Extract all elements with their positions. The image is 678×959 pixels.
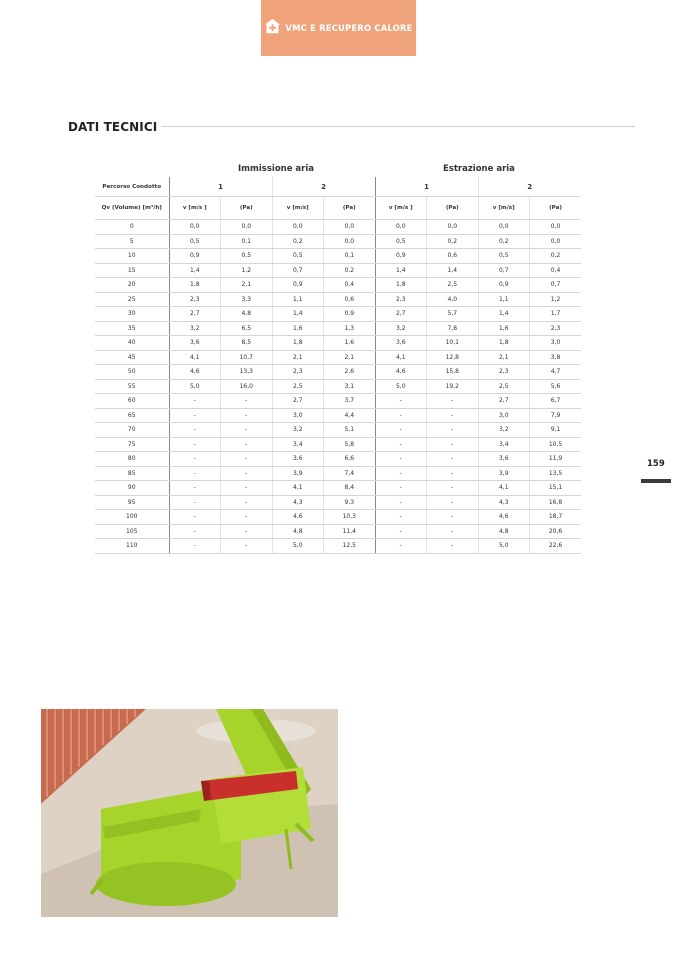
flow-volume-cell: 30 (95, 307, 169, 322)
table-cell: 0,7 (478, 263, 530, 278)
table-cell: - (221, 394, 273, 409)
page-number: 159 (647, 459, 665, 469)
flow-volume-cell: 10 (95, 249, 169, 264)
table-cell: 6,6 (324, 452, 376, 467)
qv-label: Qv (Volume) [m³/h] (95, 197, 169, 220)
table-cell: - (221, 408, 273, 423)
table-cell: 2,5 (427, 278, 479, 293)
table-cell: - (375, 437, 427, 452)
table-cell: - (169, 452, 221, 467)
table-cell: 2,1 (478, 350, 530, 365)
table-cell: - (427, 481, 479, 496)
table-cell: 3,4 (272, 437, 324, 452)
section-header-tab (261, 0, 416, 56)
table-row (95, 452, 581, 467)
table-cell: 4,1 (272, 481, 324, 496)
flow-volume-cell: 80 (95, 452, 169, 467)
table-cell: 4,1 (169, 350, 221, 365)
table-cell: - (375, 408, 427, 423)
table-cell: 3,7 (324, 394, 376, 409)
table-cell: 10,3 (324, 510, 376, 525)
table-cell: 4,6 (375, 365, 427, 380)
table-cell: 4,8 (221, 307, 273, 322)
table-cell: 0,2 (324, 263, 376, 278)
table-row (95, 336, 581, 351)
table-cell: 4,1 (478, 481, 530, 496)
table-cell: 4,6 (478, 510, 530, 525)
table-cell: 1,4 (272, 307, 324, 322)
table-cell: 3,9 (478, 466, 530, 481)
table-cell: 5,6 (530, 379, 582, 394)
flow-volume-cell: 0 (95, 220, 169, 235)
flow-volume-cell: 55 (95, 379, 169, 394)
table-row (95, 495, 581, 510)
table-cell: - (375, 481, 427, 496)
table-cell: 2,5 (272, 379, 324, 394)
flow-volume-cell: 5 (95, 234, 169, 249)
table-cell: 4,1 (375, 350, 427, 365)
table-cell: 11,9 (530, 452, 582, 467)
table-cell: 3,9 (272, 466, 324, 481)
section-header-label: VMC E RECUPERO CALORE (285, 23, 413, 33)
table-cell: 9,1 (530, 423, 582, 438)
table-cell: 2,3 (169, 292, 221, 307)
table-cell: - (169, 408, 221, 423)
table-cell: 0,9 (169, 249, 221, 264)
table-cell: 0,5 (169, 234, 221, 249)
table-cell: 8,4 (324, 481, 376, 496)
table-row (95, 379, 581, 394)
table-cell: 11,4 (324, 524, 376, 539)
table-cell: 0,9 (272, 278, 324, 293)
table-cell: 4,8 (478, 524, 530, 539)
table-cell: 12,8 (427, 350, 479, 365)
table-cell: 0,4 (530, 263, 582, 278)
table-cell: 1,8 (478, 336, 530, 351)
table-cell: - (221, 539, 273, 554)
table-cell: 2,3 (375, 292, 427, 307)
table-cell: 1,4 (169, 263, 221, 278)
table-row (95, 394, 581, 409)
table-cell: 7,9 (530, 408, 582, 423)
table-cell: 4,7 (530, 365, 582, 380)
table-cell: 0,0 (530, 220, 582, 235)
flow-volume-cell: 85 (95, 466, 169, 481)
page-title: DATI TECNICI (68, 120, 158, 134)
column-header: v [m/s] (272, 197, 324, 220)
table-cell: 2,7 (478, 394, 530, 409)
table-cell: 3,6 (375, 336, 427, 351)
duct-photo (41, 709, 338, 917)
table-cell: - (169, 437, 221, 452)
table-cell: 13,5 (530, 466, 582, 481)
table-cell: 0,0 (272, 220, 324, 235)
table-cell: 1,2 (221, 263, 273, 278)
table-row (95, 524, 581, 539)
percorso-number: 1 (169, 177, 272, 197)
estrazione-group-label: Estrazione aria (443, 164, 515, 174)
table-cell: - (375, 452, 427, 467)
table-cell: 0,1 (324, 249, 376, 264)
table-cell: 5,0 (478, 539, 530, 554)
table-cell: 3,2 (478, 423, 530, 438)
table-cell: 3,6 (272, 452, 324, 467)
table-cell: 7,4 (324, 466, 376, 481)
page-number-bar (641, 479, 671, 483)
table-cell: 1,3 (324, 321, 376, 336)
table-row (95, 423, 581, 438)
flow-volume-cell: 20 (95, 278, 169, 293)
table-row (95, 408, 581, 423)
table-cell: 8,5 (221, 336, 273, 351)
table-cell: 0,0 (427, 220, 479, 235)
table-cell: 10,1 (427, 336, 479, 351)
table-cell: 15,1 (530, 481, 582, 496)
table-cell: 1,4 (427, 263, 479, 278)
column-header: v [m/s ] (169, 197, 221, 220)
table-cell: 0,5 (478, 249, 530, 264)
table-cell: 3,2 (169, 321, 221, 336)
table-cell: 4,3 (272, 495, 324, 510)
column-header: (Pa) (427, 197, 479, 220)
table-cell: 7,8 (427, 321, 479, 336)
percorso-number: 2 (272, 177, 375, 197)
technical-data-table (95, 177, 581, 554)
table-cell: 1,1 (478, 292, 530, 307)
table-cell: - (375, 394, 427, 409)
table-cell: - (221, 495, 273, 510)
table-cell: 4,6 (169, 365, 221, 380)
percorso-number: 2 (478, 177, 581, 197)
table-cell: 0,9 (478, 278, 530, 293)
table-cell: - (169, 510, 221, 525)
table-cell: 0,0 (530, 234, 582, 249)
table-cell: 5,0 (169, 379, 221, 394)
table-cell: 2,5 (478, 379, 530, 394)
table-cell: 3,0 (530, 336, 582, 351)
table-cell: 16,8 (530, 495, 582, 510)
flow-volume-cell: 95 (95, 495, 169, 510)
table-cell: - (427, 539, 479, 554)
percorso-row (95, 177, 581, 197)
flow-volume-cell: 100 (95, 510, 169, 525)
table-cell: 1,8 (169, 278, 221, 293)
table-cell: 2,3 (530, 321, 582, 336)
table-cell: 0,4 (324, 278, 376, 293)
table-cell: 20,6 (530, 524, 582, 539)
table-cell: 2,7 (272, 394, 324, 409)
table-cell: 15,8 (427, 365, 479, 380)
flow-volume-cell: 50 (95, 365, 169, 380)
table-cell: 5,7 (427, 307, 479, 322)
table-cell: 18,7 (530, 510, 582, 525)
table-cell: 0,2 (427, 234, 479, 249)
table-cell: 3,6 (169, 336, 221, 351)
table-cell: 1,6 (324, 336, 376, 351)
table-row (95, 249, 581, 264)
table-cell: - (427, 394, 479, 409)
column-header: v [m/s] (478, 197, 530, 220)
table-cell: 13,3 (221, 365, 273, 380)
table-cell: 4,3 (478, 495, 530, 510)
table-cell: 0,6 (427, 249, 479, 264)
table-cell: - (375, 539, 427, 554)
table-cell: 3,0 (478, 408, 530, 423)
table-cell: - (221, 437, 273, 452)
column-header: (Pa) (324, 197, 376, 220)
table-cell: - (427, 524, 479, 539)
table-cell: 10,7 (221, 350, 273, 365)
column-header: v [m/s ] (375, 197, 427, 220)
table-cell: 1,2 (530, 292, 582, 307)
table-row (95, 234, 581, 249)
table-cell: - (427, 466, 479, 481)
table-cell: 0,7 (272, 263, 324, 278)
flow-volume-cell: 75 (95, 437, 169, 452)
table-cell: - (427, 452, 479, 467)
table-cell: - (169, 423, 221, 438)
table-cell: 0,2 (530, 249, 582, 264)
table-cell: - (221, 423, 273, 438)
table-cell: 4,4 (324, 408, 376, 423)
table-row (95, 220, 581, 235)
table-cell: 0,6 (324, 292, 376, 307)
table-cell: 0,1 (221, 234, 273, 249)
table-cell: 5,0 (272, 539, 324, 554)
flow-volume-cell: 15 (95, 263, 169, 278)
table-cell: - (375, 423, 427, 438)
table-cell: - (221, 481, 273, 496)
table-cell: 2,3 (272, 365, 324, 380)
table-cell: - (427, 437, 479, 452)
table-cell: 3,3 (221, 292, 273, 307)
table-cell: - (221, 452, 273, 467)
table-row (95, 437, 581, 452)
table-cell: 1,4 (478, 307, 530, 322)
table-cell: 1,6 (478, 321, 530, 336)
table-cell: - (169, 539, 221, 554)
table-cell: 3,2 (272, 423, 324, 438)
table-cell: - (221, 524, 273, 539)
table-cell: 6,7 (530, 394, 582, 409)
table-row (95, 292, 581, 307)
table-cell: 0,2 (478, 234, 530, 249)
table-cell: 1,4 (375, 263, 427, 278)
table-row (95, 278, 581, 293)
flow-volume-cell: 45 (95, 350, 169, 365)
table-cell: 1,6 (272, 321, 324, 336)
table-row (95, 350, 581, 365)
table-cell: 0,5 (272, 249, 324, 264)
table-row (95, 466, 581, 481)
table-cell: 3,8 (530, 350, 582, 365)
table-cell: 2,7 (375, 307, 427, 322)
table-cell: - (427, 495, 479, 510)
table-cell: 0,0 (375, 220, 427, 235)
table-cell: 0,5 (221, 249, 273, 264)
table-cell: - (169, 524, 221, 539)
table-cell: 4,0 (427, 292, 479, 307)
table-cell: 2,1 (272, 350, 324, 365)
table-cell: - (427, 510, 479, 525)
table-cell: - (427, 408, 479, 423)
table-cell: 22,6 (530, 539, 582, 554)
table-cell: 5,1 (324, 423, 376, 438)
table-cell: 12,5 (324, 539, 376, 554)
table-cell: 6,5 (221, 321, 273, 336)
table-cell: 2,1 (324, 350, 376, 365)
table-cell: - (375, 495, 427, 510)
table-cell: 0,0 (324, 234, 376, 249)
flow-volume-cell: 60 (95, 394, 169, 409)
column-header: (Pa) (530, 197, 582, 220)
table-cell: 16,0 (221, 379, 273, 394)
table-cell: 3,6 (478, 452, 530, 467)
table-cell: - (427, 423, 479, 438)
flow-volume-cell: 70 (95, 423, 169, 438)
table-cell: 0,9 (324, 307, 376, 322)
table-cell: 19,2 (427, 379, 479, 394)
table-cell: - (169, 394, 221, 409)
table-cell: 0,0 (478, 220, 530, 235)
table-row (95, 263, 581, 278)
table-cell: - (169, 495, 221, 510)
flow-volume-cell: 90 (95, 481, 169, 496)
flow-volume-cell: 35 (95, 321, 169, 336)
table-cell: 0,0 (324, 220, 376, 235)
table-cell: 10,5 (530, 437, 582, 452)
table-cell: 3,2 (375, 321, 427, 336)
table-row (95, 539, 581, 554)
table-row (95, 365, 581, 380)
table-cell: 5,8 (324, 437, 376, 452)
table-cell: 2,6 (324, 365, 376, 380)
table-row (95, 481, 581, 496)
table-cell: 4,8 (272, 524, 324, 539)
table-cell: - (221, 510, 273, 525)
column-header: (Pa) (221, 197, 273, 220)
table-cell: 0,7 (530, 278, 582, 293)
table-cell: 9,3 (324, 495, 376, 510)
immissione-group-label: Immissione aria (238, 164, 315, 174)
table-cell: - (375, 466, 427, 481)
table-cell: 3,4 (478, 437, 530, 452)
table-cell: - (169, 466, 221, 481)
table-cell: 0,9 (375, 249, 427, 264)
column-header-row (95, 197, 581, 220)
table-cell: 3,0 (272, 408, 324, 423)
table-cell: 0,0 (221, 220, 273, 235)
table-cell: 0,2 (272, 234, 324, 249)
table-cell: 1,8 (272, 336, 324, 351)
table-cell: - (169, 481, 221, 496)
table-cell: 0,0 (169, 220, 221, 235)
percorso-label: Percorso Condotto (95, 177, 169, 197)
table-cell: 3,1 (324, 379, 376, 394)
table-cell: 1,1 (272, 292, 324, 307)
flow-volume-cell: 65 (95, 408, 169, 423)
table-cell: 2,7 (169, 307, 221, 322)
title-divider (161, 126, 635, 127)
flow-volume-cell: 25 (95, 292, 169, 307)
table-cell: 2,1 (221, 278, 273, 293)
table-cell: - (375, 524, 427, 539)
table-cell: 1,7 (530, 307, 582, 322)
table-cell: - (375, 510, 427, 525)
table-cell: 5,0 (375, 379, 427, 394)
table-cell: - (221, 466, 273, 481)
table-row (95, 307, 581, 322)
table-row (95, 510, 581, 525)
table-cell: 4,6 (272, 510, 324, 525)
table-row (95, 321, 581, 336)
table-cell: 1,8 (375, 278, 427, 293)
flow-volume-cell: 110 (95, 539, 169, 554)
table-cell: 0,5 (375, 234, 427, 249)
house-medical-icon (264, 18, 281, 35)
table-cell: 2,3 (478, 365, 530, 380)
percorso-number: 1 (375, 177, 478, 197)
flow-volume-cell: 105 (95, 524, 169, 539)
flow-volume-cell: 40 (95, 336, 169, 351)
